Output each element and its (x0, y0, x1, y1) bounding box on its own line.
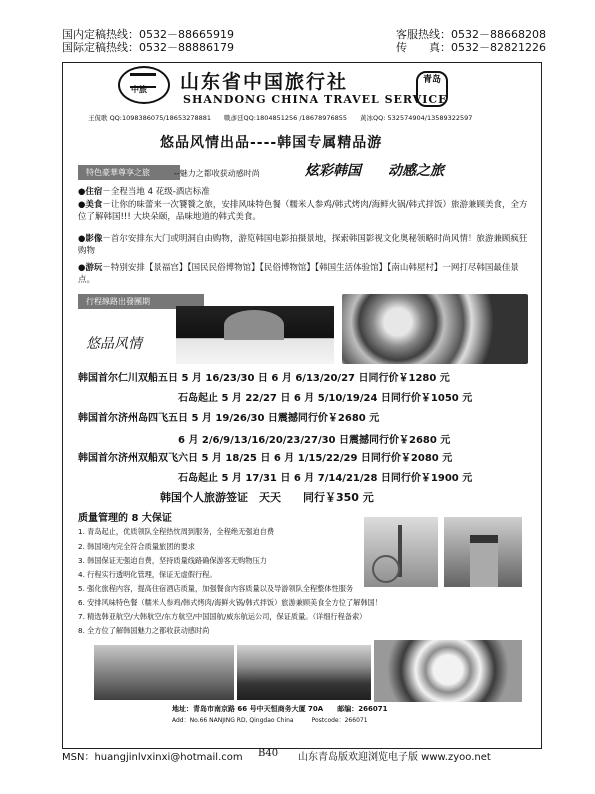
quality-item: 3. 韩国保证无强迫自费，坚持质量线路确保游客无购物压力 (78, 556, 267, 565)
tour-line: 6 月 2/6/9/13/16/20/23/27/30 日震撼同行价￥2680 元 (178, 435, 451, 446)
quality-item: 4. 行程实行透明化管理，保证无虚假行程。 (78, 570, 217, 579)
feature-line: ●影像－首尔安排东大门或明洞自由购物，游览韩国电影拍摄景地，探索韩国影视文化奥秘领略时尚风情！旅游兼顾疯狂购物 (78, 234, 528, 256)
section-tag-features: 特色豪華尊享之旅 (78, 165, 180, 180)
company-name-en: SHANDONG CHINA TRAVEL SERVICE (183, 93, 448, 106)
address-line: 地址：青岛市南京路 66 号中天恒商务大厦 70A 邮编：266071 (172, 705, 388, 713)
address-line-en: Add：No.66 NANJING RD, Qingdao China Postcode：266071 (172, 717, 368, 724)
island-photo (237, 645, 371, 700)
headline: 悠品风情出品----韩国专属精品游 (160, 135, 383, 151)
palace-photo (176, 306, 334, 364)
quality-item: 6. 安排风味特色餐（糯米人参鸡/韩式烤肉/海鲜火锅/韩式拌饭）旅游兼顾美食全方位了解韩国！ (78, 598, 382, 607)
tour-line: 石岛起止 5 月 17/31 日 6 月 7/14/21/28 日同行价￥1900 元 (178, 473, 473, 484)
msn-contact: MSN：huangjinlvxinxi@hotmail.com (62, 752, 243, 763)
section-tag-itinerary: 行程線路出發團期 (78, 294, 204, 309)
tour-line: 韩国首尔仁川双船五日 5 月 16/23/30 日 6 月 6/13/20/27 日同行价￥1280 元 (78, 373, 450, 384)
quality-item: 1. 青岛起止，优质领队全程热忱周到服务，全程绝无强迫自费 (78, 527, 275, 536)
cursive-slogan-left: 炫彩韩国 (305, 163, 361, 179)
soup-photo (374, 640, 522, 702)
quality-item: 8. 全方位了解韩国魅力之都收获动感时尚 (78, 626, 210, 635)
palace-hall-photo (94, 645, 234, 700)
location-seal: 青岛 (416, 71, 448, 107)
feature-line: ●美食－让你的味蕾来一次饕餮之旅，安排风味特色餐（糯米人参鸡/韩式烤肉/海鲜火锅/韩式拌饭）旅游兼顾美食，全方位了解韩国!!! 大块朵颐，品味地道的韩式美食。 (78, 200, 528, 222)
photo-caption: 悠品风情 (86, 336, 142, 352)
visa-line: 韩国个人旅游签证 天天 同行￥350 元 (160, 491, 374, 504)
cursive-slogan-right: 动感之旅 (388, 163, 444, 179)
tower-photo (364, 517, 438, 587)
quality-item: 2. 韩国境内完全符合质量旅团的要求 (78, 542, 195, 551)
quality-item: 7. 精选韩亚航空/大韩航空/东方航空/中国国航/威东航运公司，保证质量。（详细行程备索） (78, 612, 367, 621)
company-name: 山东省中国旅行社 (180, 71, 349, 93)
feature-line: ●住宿－全程当地 4 花级-酒店标准 (78, 187, 210, 197)
service-hotline: 客服热线：0532－88668208 (396, 28, 546, 41)
slogan: --魅力之都收获动感时尚 (174, 169, 260, 178)
tour-line: 石岛起止 5 月 22/27 日 6 月 5/10/19/24 日同行价￥1050 元 (178, 393, 473, 404)
korean-food-photo (342, 294, 528, 364)
feature-line: ●游玩－特别安排【景福宫】【国民民俗博物馆】【民俗博物馆】【韩国生活体验馆】【南山韩屋村】一网打尽韩国最佳景点。 (78, 263, 519, 285)
website-footer: 山东青岛版欢迎浏览电子版 www.zyoo.net (298, 752, 491, 763)
quality-item: 5. 强化旅程内容，提高住宿酒店质量，加强餐食内容质量以及导游领队全程整体性服务 (78, 584, 354, 593)
company-logo: 中旅 (118, 66, 170, 104)
domestic-hotline: 国内定稿热线：0532－88665919 (62, 28, 234, 41)
page-number: B40 (258, 748, 279, 759)
castle-photo (444, 517, 522, 587)
tour-line: 韩国首尔济州岛四飞五日 5 月 19/26/30 日震撼同行价￥2680 元 (78, 413, 380, 424)
quality-title: 质量管理的 8 大保证 (78, 513, 172, 524)
fax-line: 传 真：0532－82821226 (396, 41, 546, 54)
contacts-line: 王侃歌 QQ:1098386075/18653278881 戰彥廷QQ:1804851256 /18678976855 黃冰QQ: 532574904/13589322597 (88, 114, 473, 122)
international-hotline: 国际定稿热线：0532－88886179 (62, 41, 234, 54)
tour-line: 韩国首尔济州双船双飞六日 5 月 18/25 日 6 月 1/15/22/29 日同行价￥2080 元 (78, 453, 453, 464)
